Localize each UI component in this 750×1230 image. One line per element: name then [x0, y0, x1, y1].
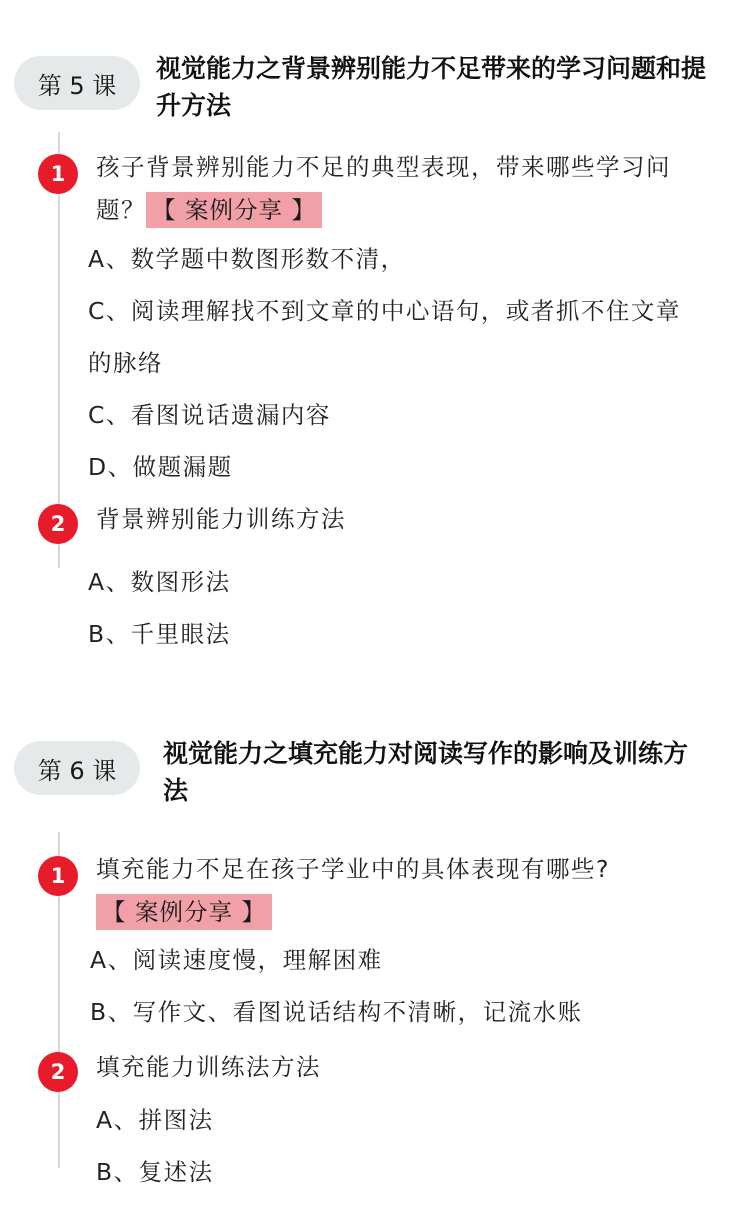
option-item: C、阅读理解找不到文章的中心语句，或者抓不住文章的脉络 [88, 297, 681, 377]
lesson-title: 视觉能力之背景辨别能力不足带来的学习问题和提升方法 [156, 54, 707, 120]
option-item: A、数图形法 [88, 568, 231, 596]
option-item: D、做题漏题 [88, 453, 233, 481]
section-number-badge: 1 [38, 154, 78, 194]
case-share-tag: 【 案例分享 】 [146, 192, 322, 228]
lesson-title: 视觉能力之填充能力对阅读写作的影响及训练方法 [163, 739, 689, 805]
section-question: 背景辨别能力训练方法 [96, 505, 346, 533]
question-text: 填充能力不足在孩子学业中的具体表现有哪些? [96, 855, 610, 883]
timeline-line [58, 132, 60, 568]
section-question: 填充能力训练法方法 [96, 1053, 321, 1081]
section-number-badge: 1 [38, 856, 78, 896]
option-item: C、看图说话遗漏内容 [88, 401, 331, 429]
option-item: A、数学题中数图形数不清， [88, 245, 406, 273]
question-text: 孩子背景辨别能力不足的典型表现，带来哪些学习问题？ [96, 153, 671, 224]
section-question [96, 848, 706, 934]
option-item: A、拼图法 [96, 1106, 214, 1134]
option-item: B、写作文、看图说话结构不清晰，记流水账 [90, 998, 583, 1026]
lesson-badge: 第 5 课 [14, 56, 140, 110]
section-number-badge: 2 [38, 504, 78, 544]
case-share-tag: 【 案例分享 】 [96, 894, 272, 930]
section-question [96, 146, 706, 232]
option-item: B、千里眼法 [88, 620, 231, 648]
section-number-badge: 2 [38, 1052, 78, 1092]
lesson-badge: 第 6 课 [14, 741, 140, 795]
option-item: A、阅读速度慢，理解困难 [90, 946, 383, 974]
option-item: B、复述法 [96, 1158, 214, 1186]
